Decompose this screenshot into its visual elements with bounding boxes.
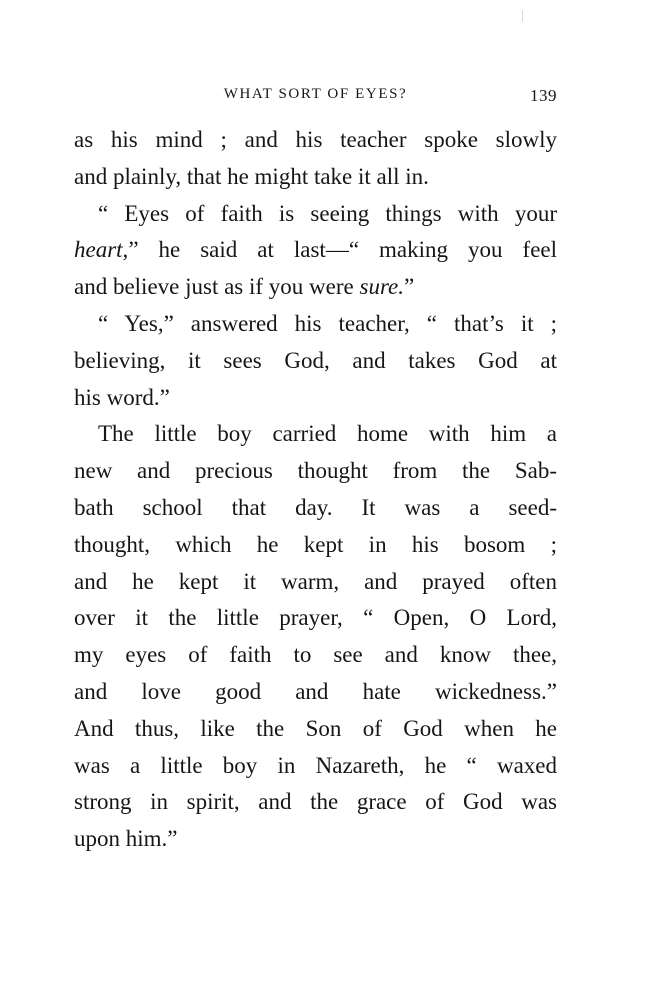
- running-head: [74, 86, 557, 108]
- text-line: was a little boy in Nazareth, he “ waxed: [74, 752, 557, 778]
- text-line: heart,” he said at last—“ making you feel: [74, 237, 557, 263]
- text-line: “ Yes,” answered his teacher, “ that’s it ;: [98, 310, 557, 336]
- page-number: 139: [530, 86, 557, 105]
- text-line: bath school that day. It was a seed-: [74, 494, 557, 520]
- text-line: strong in spirit, and the grace of God was: [74, 789, 557, 815]
- paper-mark: [522, 10, 523, 22]
- emphasis: sure.: [359, 274, 405, 300]
- text-line: And thus, like the Son of God when he: [74, 715, 557, 741]
- text-line: “ Eyes of faith is seeing things with your: [98, 200, 557, 226]
- body-text: [74, 122, 557, 858]
- text-line: upon him.”: [74, 826, 178, 852]
- text-line: and he kept it warm, and prayed often: [74, 568, 557, 594]
- text-line: as his mind ; and his teacher spoke slowly: [74, 127, 557, 152]
- text-line: and believe just as if you were sure.”: [74, 274, 415, 300]
- chapter-title: WHAT SORT OF EYES?: [223, 86, 408, 102]
- text-line: and love good and hate wickedness.”: [74, 678, 557, 704]
- text-line: his word.”: [74, 384, 170, 410]
- emphasis: heart,: [74, 237, 129, 263]
- text-line: believing, it sees God, and takes God at: [74, 347, 557, 373]
- text-line: new and precious thought from the Sab-: [74, 458, 557, 484]
- text-line: over it the little prayer, “ Open, O Lord,: [74, 605, 557, 631]
- text-line: and plainly, that he might take it all in.: [74, 163, 429, 189]
- text-line: The little boy carried home with him a: [98, 421, 557, 447]
- text-line: my eyes of faith to see and know thee,: [74, 642, 557, 668]
- text-line: thought, which he kept in his bosom ;: [74, 531, 557, 557]
